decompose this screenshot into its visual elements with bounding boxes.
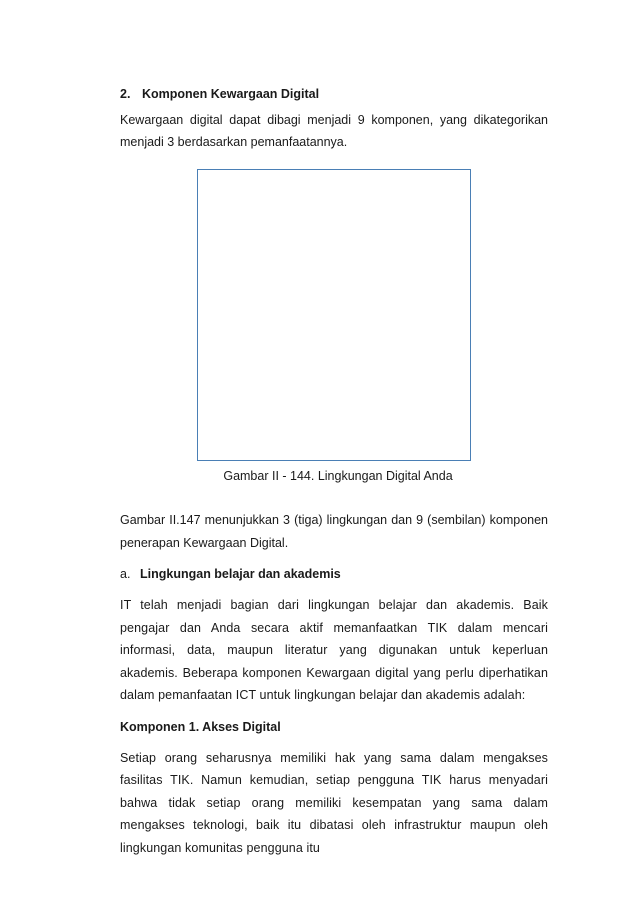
section-number: 2. — [120, 87, 131, 101]
figure-placeholder — [197, 169, 471, 461]
figure-description: Gambar II.147 menunjukkan 3 (tiga) lingkungan dan 9 (sembilan) komponen penerapan Kewargaan Digital. — [120, 513, 548, 550]
section-intro: Kewargaan digital dapat dibagi menjadi 9 komponen, yang dikategorikan menjadi 3 berdasarkan pemanfaatannya. — [120, 113, 548, 149]
document-page — [120, 84, 548, 859]
komponen-body: Setiap orang seharusnya memiliki hak yang sama dalam mengakses fasilitas TIK. Namun kemudian, setiap pengguna TIK harus menyadari bahwa tidak setiap orang memiliki kesempatan yang sama dalam mengakses teknologi, baik itu dibatasi oleh infrastruktur maupun oleh lingkungan komunitas pengguna itu — [120, 750, 548, 855]
subsection-heading — [120, 564, 548, 584]
section-heading — [120, 84, 548, 104]
subsection-body: IT telah menjadi bagian dari lingkungan belajar dan akademis. Baik pengajar dan Anda secara aktif memanfaatkan TIK dalam mencari informasi, data, maupun literatur yang digunakan untuk keperluan akademis. Beberapa komponen Kewargaan digital yang perlu diperhatikan dalam pemanfaatan ICT untuk lingkungan belajar dan akademis adalah: — [120, 598, 548, 702]
figure-caption: Gambar II - 144. Lingkungan Digital Anda — [223, 469, 453, 483]
section-title: Komponen Kewargaan Digital — [142, 87, 320, 101]
komponen-title: Komponen 1. Akses Digital — [120, 719, 281, 734]
subsection-letter: a. — [120, 567, 131, 581]
subsection-title: Lingkungan belajar dan akademis — [140, 567, 341, 581]
